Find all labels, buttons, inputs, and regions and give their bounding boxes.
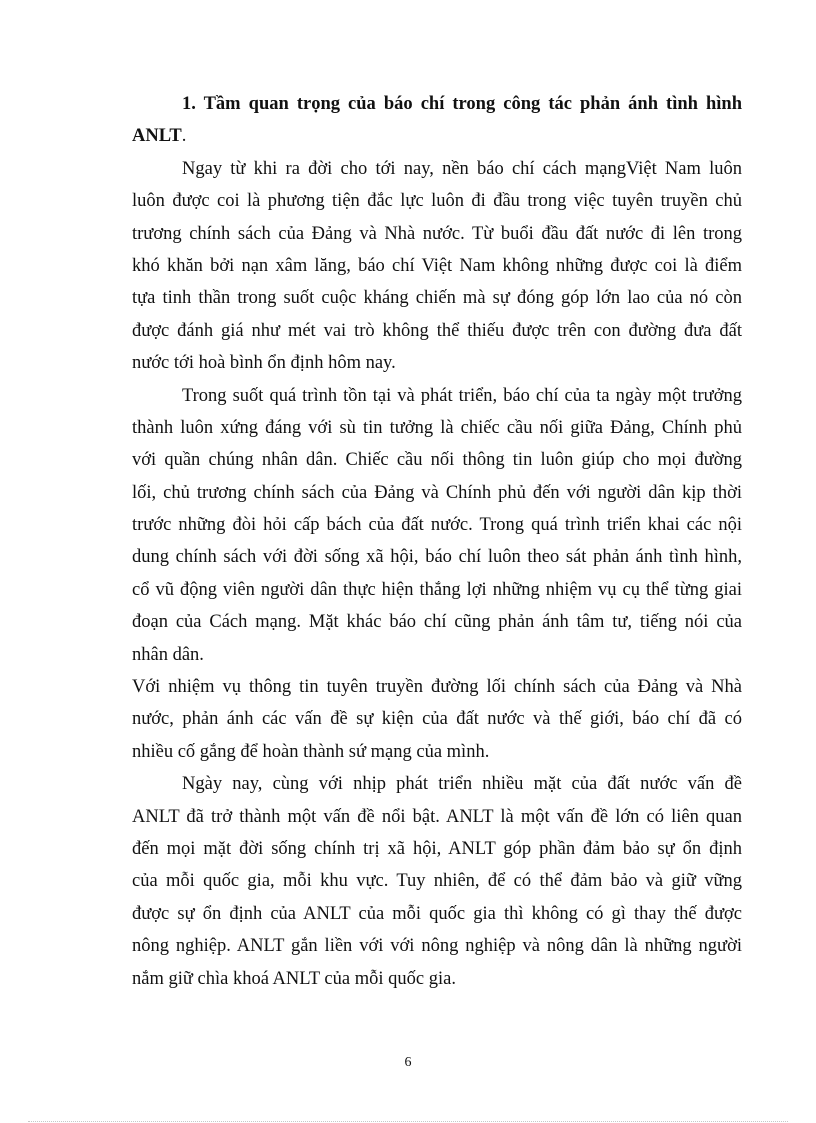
- paragraph-line: dung chính sách với đời sống xã hội, báo chí luôn theo sát phản ánh tình hình,: [132, 547, 742, 568]
- paragraph-line: nắm giữ chìa khoá ANLT của mỗi quốc gia.: [132, 968, 456, 989]
- section-heading: 1. Tầm quan trọng của báo chí trong công tác phản ánh tình hình: [182, 94, 742, 114]
- heading-acronym: ANLT: [132, 126, 182, 147]
- paragraph-line: nước, phản ánh các vấn đề sự kiện của đất nước và thế giới, báo chí đã có: [132, 709, 742, 730]
- paragraph-line: khó khăn bởi nạn xâm lăng, báo chí Việt Nam không những được coi là điểm: [132, 255, 742, 276]
- paragraph-line: nước tới hoà bình ổn định hôm nay.: [132, 353, 396, 374]
- section-heading-continuation: [132, 120, 742, 152]
- paragraph-line: trước những đòi hỏi cấp bách của đất nước. Trong quá trình triển khai các nội: [132, 515, 742, 536]
- paragraph-line: ANLT đã trở thành một vấn đề nổi bật. ANLT là một vấn đề lớn có liên quan: [132, 806, 742, 827]
- paragraph-line: thành luôn xứng đáng với sù tin tưởng là chiếc cầu nối giữa Đảng, Chính phủ: [132, 417, 742, 438]
- paragraph-line: Ngày nay, cùng với nhịp phát triển nhiều mặt của đất nước vấn đề: [182, 774, 742, 795]
- paragraph-line: đến mọi mặt đời sống chính trị xã hội, ANLT góp phần đảm bảo sự ổn định: [132, 838, 742, 859]
- paragraph-line: Với nhiệm vụ thông tin tuyên truyền đường lối chính sách của Đảng và Nhà: [132, 677, 742, 698]
- paragraph-line: nhiều cố gắng để hoàn thành sứ mạng của mình.: [132, 741, 490, 762]
- paragraph-line: lối, chủ trương chính sách của Đảng và Chính phủ đến với người dân kịp thời: [132, 482, 742, 503]
- paragraph-line: tựa tinh thần trong suốt cuộc kháng chiến mà sự đóng góp lớn lao của nó còn: [132, 288, 742, 309]
- paragraph-line: với quần chúng nhân dân. Chiếc cầu nối thông tin luôn giúp cho mọi đường: [132, 450, 742, 471]
- paragraph-line: trương chính sách của Đảng và Nhà nước. Từ buổi đầu đất nước đi lên trong: [132, 223, 742, 244]
- paragraph-line: Ngay từ khi ra đời cho tới nay, nền báo chí cách mạngViệt Nam luôn: [182, 158, 742, 179]
- paragraph-3: [132, 671, 742, 768]
- paragraph-line: của mỗi quốc gia, mỗi khu vực. Tuy nhiên, để có thể đảm bảo và giữ vững: [132, 871, 742, 892]
- paragraph-line: được đánh giá như mét vai trò không thể thiếu được trên con đường đưa đất: [132, 320, 742, 341]
- paragraph-line: đoạn của Cách mạng. Mặt khác báo chí cũng phản ánh tâm tư, tiếng nói của: [132, 612, 742, 633]
- page-bottom-divider: [28, 1121, 788, 1122]
- paragraph-line: Trong suốt quá trình tồn tại và phát triển, báo chí của ta ngày một trưởng: [182, 385, 742, 406]
- paragraph-line: nhân dân.: [132, 644, 204, 665]
- paragraph-1: [132, 153, 742, 380]
- paragraph-line: cổ vũ động viên người dân thực hiện thắng lợi những nhiệm vụ cụ thể từng giai: [132, 579, 742, 600]
- heading-period: .: [181, 126, 187, 147]
- paragraph-2: [132, 380, 742, 672]
- page-number: 6: [404, 1055, 412, 1070]
- paragraph-line: nông nghiệp. ANLT gắn liền với với nông nghiệp và nông dân là những người: [132, 936, 742, 957]
- paragraph-4: [132, 768, 742, 995]
- paragraph-line: luôn được coi là phương tiện đắc lực luôn đi đầu trong việc tuyên truyền chủ: [132, 191, 742, 212]
- paragraph-line: được sự ổn định của ANLT của mỗi quốc gia thì không có gì thay thế được: [132, 903, 742, 924]
- document-page: [132, 88, 742, 995]
